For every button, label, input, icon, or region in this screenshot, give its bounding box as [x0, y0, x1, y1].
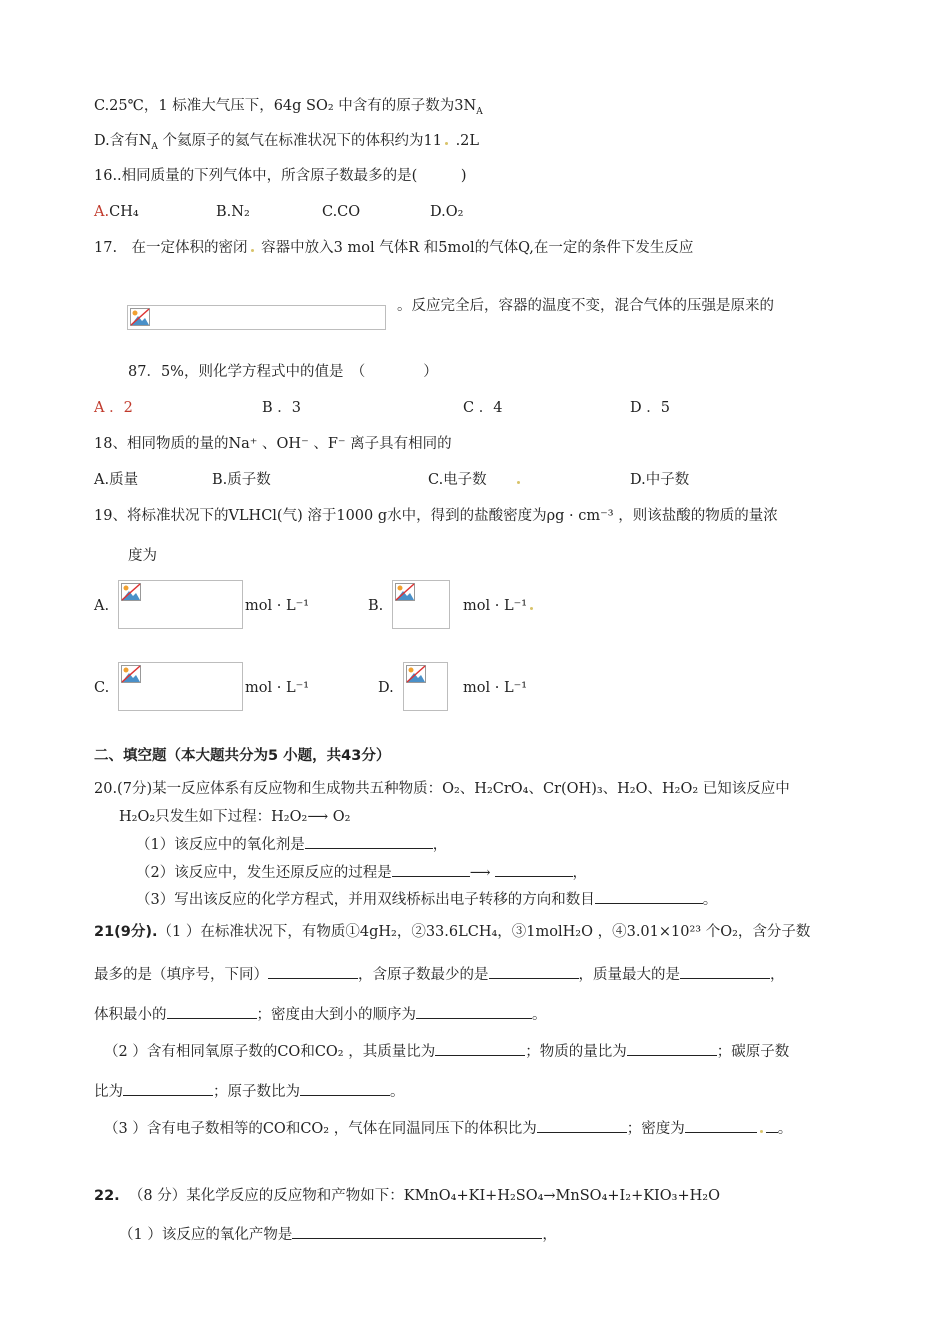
q22-part-1: （1 ）该反应的氧化产物是 ， — [119, 1224, 557, 1245]
answer-blank[interactable] — [416, 1004, 532, 1019]
q21-part-1-line-3: 体积最小的 ；密度由大到小的顺序为 。 — [94, 1004, 547, 1025]
broken-image-icon — [406, 665, 426, 683]
answer-blank[interactable] — [305, 834, 433, 849]
q17-option-a: A ．2 — [94, 400, 133, 416]
q22-stem: 22. （8 分）某化学反应的反应物和产物如下：KMnO₄+KI+H₂SO₄→MnSO₄+I₂+KIO₃+H₂O — [94, 1188, 720, 1204]
answer-blank[interactable] — [680, 964, 770, 979]
q19-option-d-image — [403, 662, 448, 711]
q19-option-a-image — [118, 580, 243, 629]
answer-blank[interactable] — [123, 1081, 213, 1096]
q20-part-1: （1）该反应中的氧化剂是 ， — [136, 834, 447, 855]
answer-blank[interactable] — [167, 1004, 257, 1019]
stray-dot — [530, 607, 533, 610]
q18-option-d: D.中子数 — [630, 472, 690, 488]
answer-blank[interactable] — [300, 1081, 390, 1096]
q18-option-c: C.电子数 — [428, 470, 523, 490]
q16-option-c: C.CO — [322, 204, 361, 220]
answer-blank[interactable] — [489, 964, 579, 979]
broken-image-icon — [130, 308, 150, 326]
q19-stem: 19、将标准状况下的VLHCl(气) 溶于1000 g水中，得到的盐酸密度为ρg · cm⁻³ ，则该盐酸的物质的量浓 — [94, 508, 778, 524]
answer-blank[interactable] — [595, 889, 703, 904]
q16-stem: 16..相同质量的下列气体中，所含原子数最多的是( ) — [94, 168, 467, 184]
answer-blank[interactable] — [435, 1041, 525, 1056]
broken-image-icon — [121, 583, 141, 601]
stray-dot — [445, 142, 448, 145]
q21-part-1: 21(9分).（1 ）在标准状况下，有物质①4gH₂，②33.6LCH₄，③1molH₂O ，④3.01×10²³ 个O₂，含分子数 — [94, 924, 811, 940]
stray-dot — [517, 481, 520, 484]
q19-option-c-unit: mol · L⁻¹ — [245, 680, 310, 696]
q20-part-2: （2）该反应中，发生还原反应的过程是 ⟶ ， — [136, 862, 587, 883]
q19-option-b-label: B. — [368, 598, 384, 614]
stray-dot — [760, 1130, 763, 1133]
q21-part-2-line-2: 比为 ；原子数比为 。 — [94, 1081, 405, 1102]
stray-dot — [251, 249, 254, 252]
q19-option-d-label: D. — [378, 680, 394, 696]
answer-blank[interactable] — [766, 1118, 778, 1133]
q17-option-d: D ．5 — [630, 400, 670, 416]
q17-stem: 17. 在一定体积的密闭 容器中放入3 mol 气体R 和5mol的气体Q,在一定的条件下发生反应 — [94, 240, 694, 256]
q19-option-b-image — [392, 580, 450, 629]
q19-stem-2: 度为 — [128, 548, 157, 564]
q18-option-a: A.质量 — [94, 472, 139, 488]
answer-blank[interactable] — [268, 964, 358, 979]
q15-option-d: D.含有$N_A$ 个氦原子的氦气在标准状况下的体积约为11 .2L — [94, 133, 480, 152]
q17-option-b: B ．3 — [262, 400, 301, 416]
q18-option-b: B.质子数 — [212, 472, 271, 488]
answer-blank[interactable] — [627, 1041, 717, 1056]
answer-blank[interactable] — [495, 862, 573, 877]
q20-stem-2: H₂O₂只发生如下过程：H₂O₂⟶ O₂ — [119, 809, 351, 825]
q19-option-d-unit: mol · L⁻¹ — [463, 680, 528, 696]
q17-after-image: 。反应完全后，容器的温度不变，混合气体的压强是原来的 — [397, 298, 774, 314]
broken-image-icon — [395, 583, 415, 601]
q19-option-c-image — [118, 662, 243, 711]
q17-option-c: C ．4 — [463, 400, 503, 416]
q15-option-c: C.25℃，1 标准大气压下，64g SO₂ 中含有的原子数为$3N_A$ — [94, 98, 483, 117]
section-title: 二、填空题（本大题共分为5 小题，共43分） — [94, 748, 391, 764]
q16-option-d: D.O₂ — [430, 204, 464, 220]
q19-option-a-label: A. — [94, 598, 110, 614]
q17-line3: 87．5%，则化学方程式中的值是 （ ） — [128, 364, 438, 380]
equation-image-placeholder — [127, 305, 386, 330]
q18-stem: 18、相同物质的量的Na⁺ 、OH⁻ 、F⁻ 离子具有相同的 — [94, 436, 452, 452]
answer-blank[interactable] — [685, 1118, 757, 1133]
q21-part-3: （3 ）含有电子数相等的CO和CO₂ ，气体在同温同压下的体积比为 ；密度为 。 — [104, 1118, 792, 1139]
q20-stem: 20.(7分)某一反应体系有反应物和生成物共五种物质：O₂、H₂CrO₄、Cr(OH)₃、H₂O、H₂O₂ 已知该反应中 — [94, 781, 790, 797]
q20-part-3: （3）写出该反应的化学方程式，并用双线桥标出电子转移的方向和数目 。 — [136, 889, 717, 910]
q21-part-2: （2 ）含有相同氧原子数的CO和CO₂ ，其质量比为 ；物质的量比为 ；碳原子数 — [104, 1041, 789, 1062]
answer-blank[interactable] — [392, 862, 470, 877]
q16-option-b: B.N₂ — [216, 204, 250, 220]
q19-option-a-unit: mol · L⁻¹ — [245, 598, 310, 614]
q16-option-a: A.CH₄ — [94, 204, 139, 220]
q21-part-1-line-2: 最多的是（填序号，下同） ，含原子数最少的是 ，质量最大的是 ， — [94, 964, 785, 985]
answer-blank[interactable] — [292, 1224, 542, 1239]
broken-image-icon — [121, 665, 141, 683]
answer-blank[interactable] — [537, 1118, 627, 1133]
q19-option-c-label: C. — [94, 680, 110, 696]
q19-option-b-unit: mol · L⁻¹ — [463, 596, 536, 616]
